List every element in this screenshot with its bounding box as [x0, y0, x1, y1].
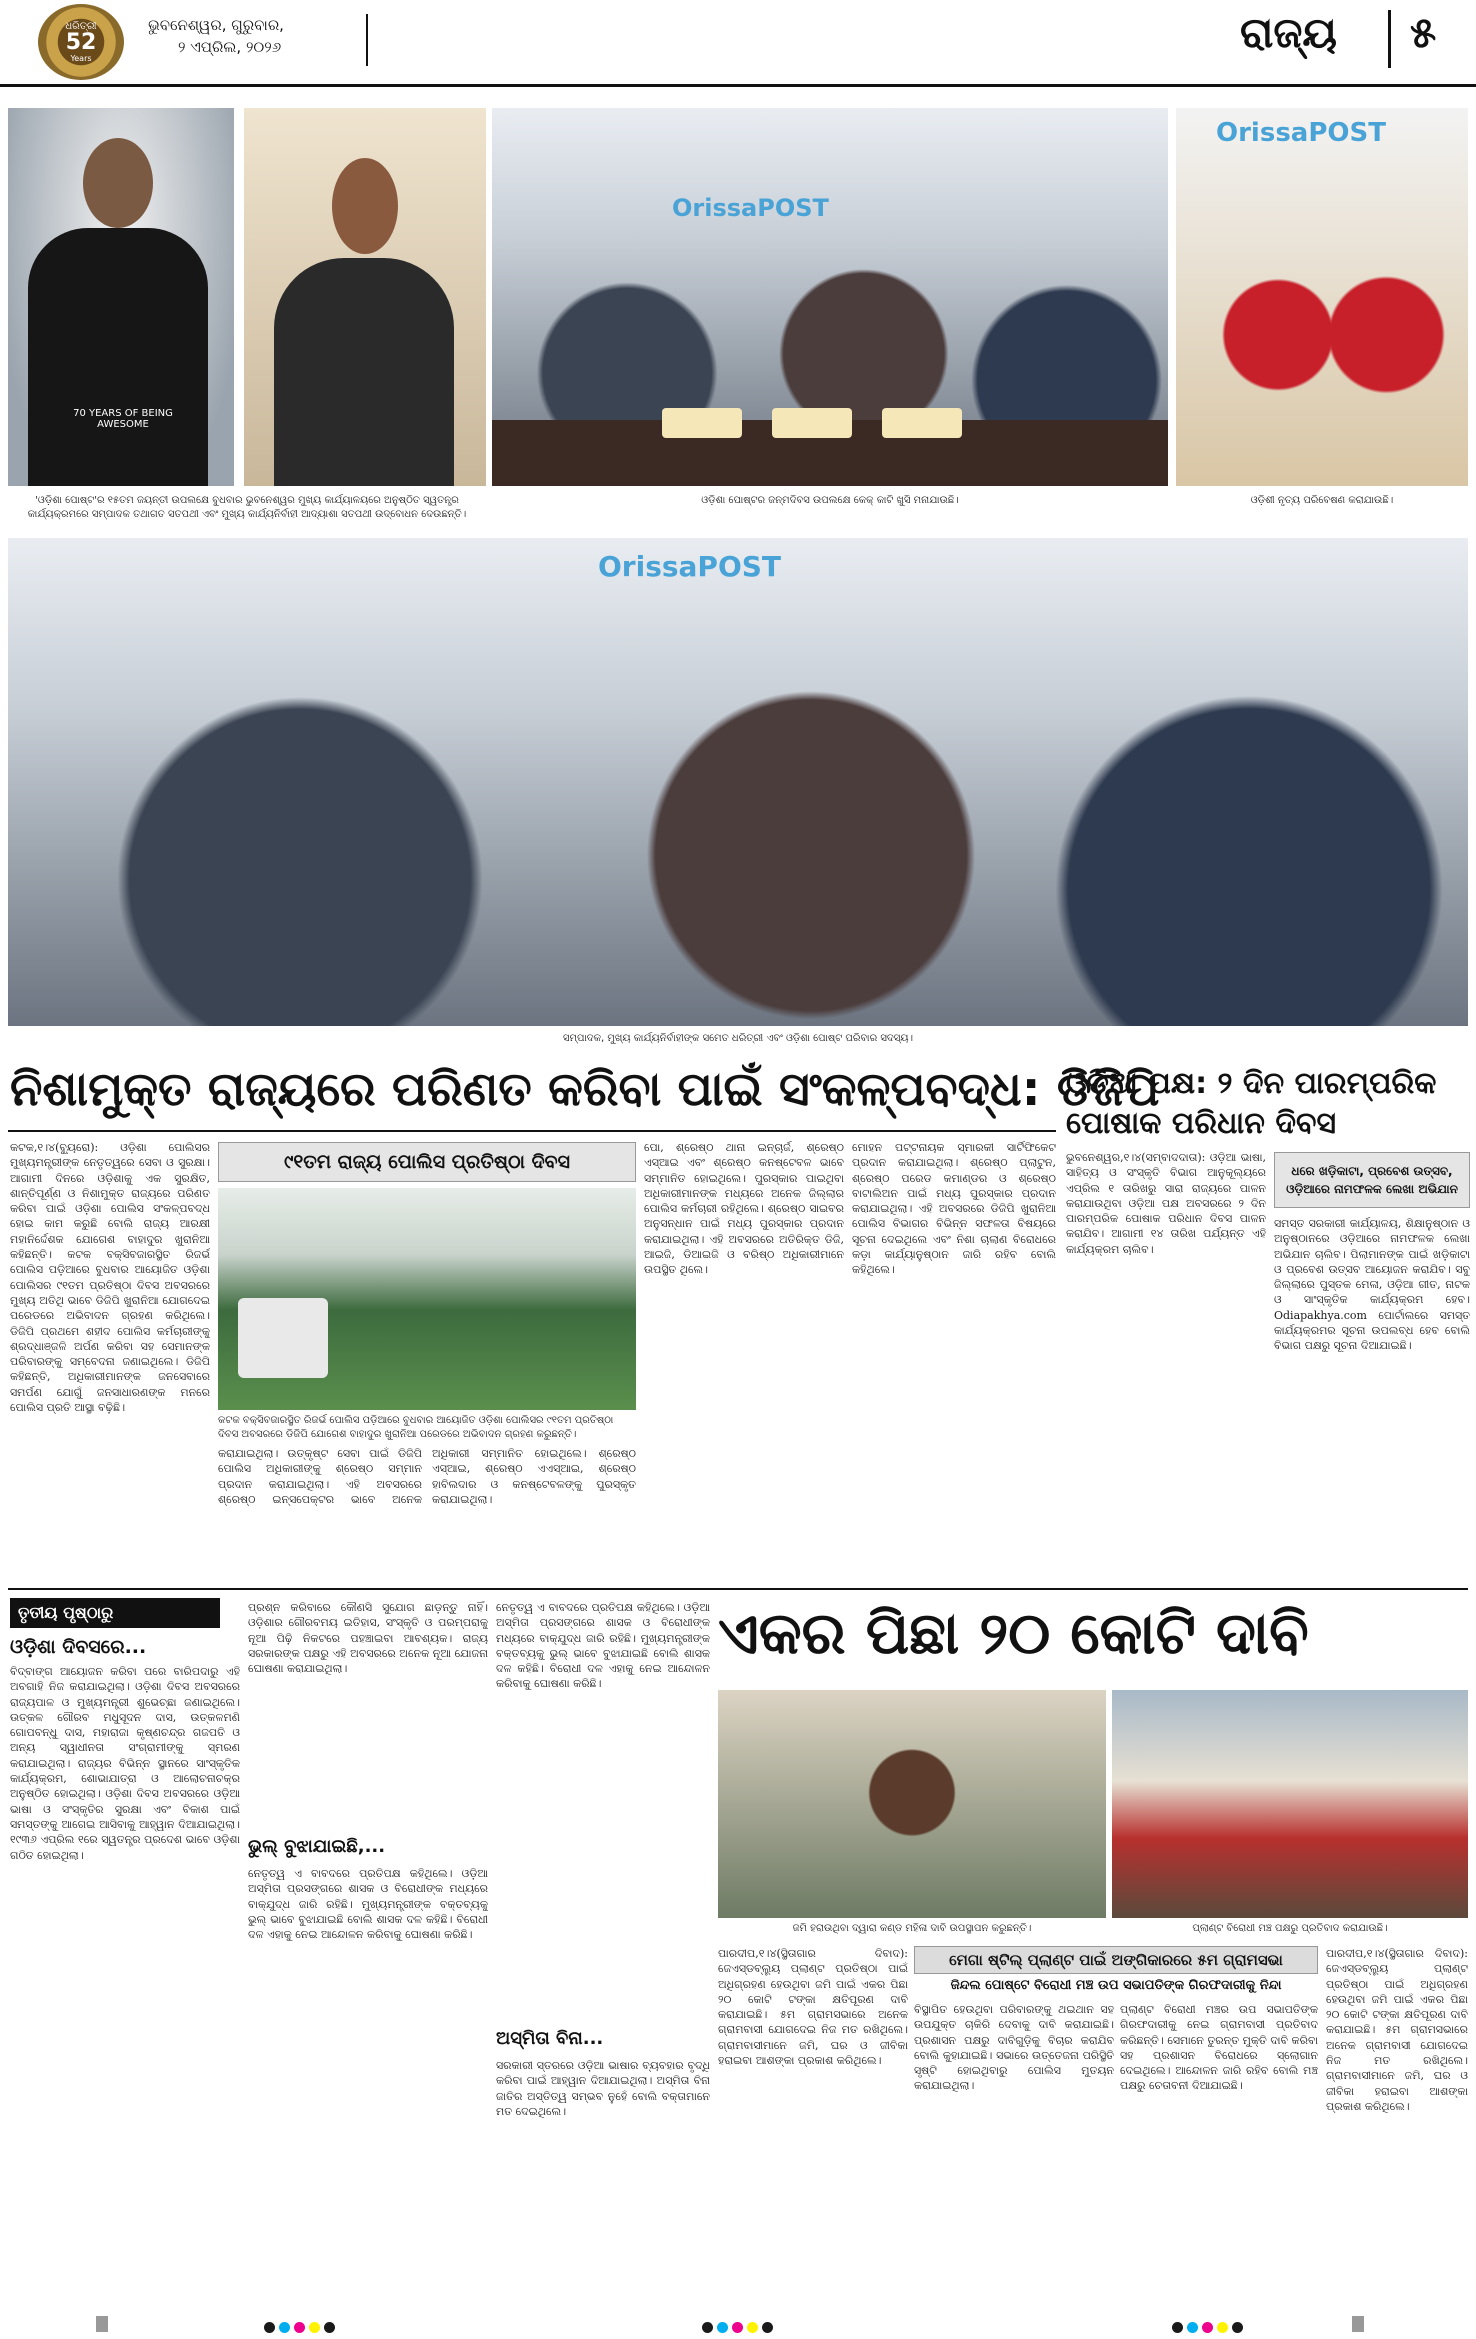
photo-editor-speech — [8, 108, 234, 486]
dress-col-2: ସମସ୍ତ ସରକାରୀ କାର୍ଯ୍ୟାଳୟ, ଶିକ୍ଷାନୁଷ୍ଠାନ ଓ ଅନୁଷ୍ଠାନରେ ଓଡ଼ିଆରେ ନାମଫଳକ ଲେଖା ଅଭିଯାନ ଚାଲିବ। ପିଲାମାନଙ୍କ ପାଇଁ ଖଡ଼ିକାଟା ଓ ପ୍ରବେଶ ଉତ୍ସବ ଆୟୋଜନ କରାଯିବ। ସବୁ ଜିଲ୍ଲାରେ ପୁସ୍ତକ ମେଳା, ଓଡ଼ିଆ ଗୀତ, ନାଟକ ଓ ସାଂସ୍କୃତିକ କାର୍ଯ୍ୟକ୍ରମ ହେବ। Odiapakhya.com ପୋର୍ଟାଲରେ ସମସ୍ତ କାର୍ଯ୍ୟକ୍ରମର ସୂଚନା ଉପଲବ୍ଧ ହେବ ବୋଲି ବିଭାଗ ପକ୍ଷରୁ ସୂଚନା ଦିଆଯାଇଛି। — [1274, 1217, 1470, 1353]
banner-text: OrissaPOST — [672, 194, 829, 222]
photo-land-protest — [1112, 1690, 1468, 1918]
land-subhead-1: ମେଗା ଷ୍ଟିଲ୍ ପ୍ଲାଣ୍ଟ ପାଇଁ ଅଙ୍ଗିକାରରେ ୫ମ ଗ୍ରାମସଭା — [914, 1946, 1318, 1974]
continued-label: ତୃତୀୟ ପୃଷ୍ଠାରୁ — [10, 1598, 220, 1628]
section-title: ରାଜ୍ୟ — [1240, 8, 1338, 57]
color-dot — [294, 2322, 305, 2333]
headline-dress-text: ଓଡ଼ିଆ ପକ୍ଷ: ୨ ଦିନ ପାରମ୍ପରିକ ପୋଷାକ ପରିଧାନ ଦିବସ — [1066, 1066, 1437, 1141]
logo-years: Years — [70, 54, 92, 63]
logo-number: 52 — [65, 30, 97, 55]
odisha-col-1: ବିଦ୍ବାଙ୍ଗ ଆୟୋଜନ କରିବା ପରେ ବାରିପଦାରୁ ଏହି ଅବଗାହି ନିଜ କରାଯାଇଥିଲା। ଓଡ଼ିଶା ଦିବସ ଅବସରରେ ରାଜ୍ୟପାଳ ଓ ମୁଖ୍ୟମନ୍ତ୍ରୀ ଶୁଭେଚ୍ଛା ଜଣାଇଥିଲେ। ଉତ୍କଳ ଗୌରବ ମଧୁସୂଦନ ଦାସ, ଉତ୍କଳମଣି ଗୋପବନ୍ଧୁ ଦାସ, ମହାରାଜା କୃଷ୍ଣଚନ୍ଦ୍ର ଗଜପତି ଓ ଅନ୍ୟ ସ୍ୱାଧୀନତା ସଂଗ୍ରାମୀଙ୍କୁ ସ୍ମରଣ କରାଯାଇଥିଲା। ରାଜ୍ୟର ବିଭିନ୍ନ ସ୍ଥାନରେ ସାଂସ୍କୃତିକ କାର୍ଯ୍ୟକ୍ରମ, ଶୋଭାଯାତ୍ରା ଓ ଆଲୋଚନାଚକ୍ର ଅନୁଷ୍ଠିତ ହୋଇଥିଲା। ଓଡ଼ିଶା ଦିବସ ଅବସରରେ ଓଡ଼ିଆ ଭାଷା ଓ ସଂସ୍କୃତିର ସୁରକ୍ଷା ଏବଂ ବିକାଶ ପାଇଁ ସମସ୍ତଙ୍କୁ ଆଗେଇ ଆସିବାକୁ ଆହ୍ୱାନ ଦିଆଯାଇଥିଲା। ୧୯୩୬ ଏପ୍ରିଲ ୧ରେ ସ୍ୱତନ୍ତ୍ର ପ୍ରଦେଶ ଭାବେ ଓଡ଼ିଶା ଗଠିତ ହୋଇଥିଲା। — [10, 1665, 240, 1862]
land-col-3: ପ୍ଲାଣ୍ଟ ବିରୋଧୀ ମଞ୍ଚର ଉପ ସଭାପତିଙ୍କ ଗିରଫଦାରୀକୁ ନେଇ ଗ୍ରାମବାସୀ ପ୍ରତିବାଦ କରିଛନ୍ତି। ସେମାନେ ତୁରନ୍ତ ମୁକ୍ତି ଦାବି କରିବା ସହ ପ୍ରଶାସନ ବିରୋଧରେ ସ୍ଲୋଗାନ ଦେଇଥିଲେ। ଆନ୍ଦୋଳନ ଜାରି ରହିବ ବୋଲି ମଞ୍ଚ ପକ୍ଷରୁ ଚେତାବନୀ ଦିଆଯାଇଛି। — [1120, 2003, 1318, 2093]
cake — [772, 408, 852, 438]
police-box-title: ୯୧ତମ ରାଜ୍ୟ ପୋଲିସ ପ୍ରତିଷ୍ଠା ଦିବସ — [218, 1142, 636, 1182]
masthead — [0, 0, 1476, 84]
photo-ceo-speech — [244, 108, 486, 486]
land-col-4: ପାରଦୀପ,୧।୪(ସ୍ଥିତାଗାର ଦିବାଦ): ଜେଏସ୍‌ଡବ୍ଲ୍ୟୁ ପ୍ଲାଣ୍ଟ ପ୍ରତିଷ୍ଠା ପାଇଁ ଅଧିଗ୍ରହଣ ହେଉଥିବା ଜମି ପାଇଁ ଏକର ପିଛା ୨୦ କୋଟି ଟଙ୍କା କ୍ଷତିପୂରଣ ଦାବି କରାଯାଇଛି। ୫ମ ଗ୍ରାମସଭାରେ ଅନେକ ଗ୍ରାମବାସୀ ଯୋଗଦେଇ ନିଜ ମତ ରଖିଥିଲେ। ଗ୍ରାମବାସୀମାନେ ଜମି, ଘର ଓ ଜୀବିକା ହରାଇବା ଆଶଙ୍କା ପ୍ରକାଶ କରିଥିଲେ। — [1326, 1947, 1468, 2113]
cake — [882, 408, 962, 438]
color-dot — [1172, 2322, 1183, 2333]
banner-text: OrissaPOST — [598, 550, 782, 583]
odisha-subtitle-2: ଅସ୍ମିତା ବିନା... — [496, 2028, 604, 2049]
dateline-place: ଭୁବନେଶ୍ୱର, ଗୁରୁବାର, — [148, 16, 284, 34]
color-dot — [1217, 2322, 1228, 2333]
color-dots — [700, 2318, 775, 2337]
crop-mark — [96, 2316, 108, 2332]
photo-odissi-dance — [1176, 108, 1468, 486]
photo-police-parade — [218, 1188, 636, 1410]
police-col-3: ପୋ, ଶ୍ରେଷ୍ଠ ଥାନା ଇନ୍‌ଚାର୍ଜ, ଶ୍ରେଷ୍ଠ ଏସ୍‌ଆଇ ଏବଂ ଶ୍ରେଷ୍ଠ କନଷ୍ଟେବଳ ଭାବେ ସମ୍ମାନିତ ହୋଇଥିଲେ। ପୁରସ୍କାର ପାଇଥିବା ଅଧିକାରୀମାନଙ୍କ ମଧ୍ୟରେ ଅନେକ ଜିଲ୍ଲାର ପୋଲିସ କର୍ମଚାରୀ ରହିଥିଲେ। ଶ୍ରେଷ୍ଠ ସାଇବର ଅନୁସନ୍ଧାନ ପାଇଁ ମଧ୍ୟ ପୁରସ୍କାର ପ୍ରଦାନ କରାଯାଇଥିଲା। ଏହି ଅବସରରେ ଅତିରିକ୍ତ ଡିଜି, ଆଇଜି, ଡିଆଇଜି ଓ ବରିଷ୍ଠ ଅଧିକାରୀମାନେ ଉପସ୍ଥିତ ଥିଲେ। — [644, 1141, 844, 1277]
odisha-day-title: ଓଡ଼ିଶା ଦିବସରେ... — [10, 1636, 147, 1658]
color-dot — [1187, 2322, 1198, 2333]
police-col-1: କଟକ,୧।୪(ବ୍ୟୁରୋ): ଓଡ଼ିଶା ପୋଲିସର ମୁଖ୍ୟମନ୍ତ୍ରୀଙ୍କ ନେତୃତ୍ୱରେ ସେବା ଓ ସୁରକ୍ଷା। ଆଗାମୀ ଦିନରେ ଓଡ଼ିଶାକୁ ଏକ ସୁରକ୍ଷିତ, ଶାନ୍ତିପୂର୍ଣ୍ଣ ଓ ନିଶାମୁକ୍ତ ରାଜ୍ୟରେ ପରିଣତ କରିବା ପାଇଁ ଓଡ଼ିଶା ପୋଲିସ ସଂକଳ୍ପବଦ୍ଧ ହୋଇ କାମ କରୁଛି ବୋଲି ରାଜ୍ୟ ଆରକ୍ଷୀ ମହାନିର୍ଦ୍ଦେଶକ ଯୋଗେଶ ବାହାଦୁର ଖୁରାନିଆ କହିଛନ୍ତି। କଟକ ବକ୍ସିବଜାରସ୍ଥିତ ରିଜର୍ଭ ପୋଲିସ ପଡ଼ିଆରେ ବୁଧବାର ଆୟୋଜିତ ଓଡ଼ିଶା ପୋଲିସର ୯୧ତମ ପ୍ରତିଷ୍ଠା ଦିବସ ଅବସରରେ ମୁଖ୍ୟ ଅତିଥି ଭାବେ ଡିଜିପି ଖୁରାନିଆ ଯୋଗଦେଇ ପରେଡରେ ଅଭିବାଦନ ଗ୍ରହଣ କରିଥିଲେ। ଡିଜିପି ପ୍ରଥମେ ଶହୀଦ ପୋଲିସ କର୍ମଚାରୀଙ୍କୁ ଶ୍ରଦ୍ଧାଞ୍ଜଳି ଅର୍ପଣ କରିବା ସହ ସେମାନଙ୍କ ପରିବାରଙ୍କୁ ସମ୍ବେଦନା ଜଣାଇଥିଲେ। ଡିଜିପି କହିଛନ୍ତି, ଅଧିକାରୀମାନଙ୍କ ଜନସେବାରେ ସମର୍ପଣ ଯୋଗୁଁ ଜନସାଧାରଣଙ୍କ ମନରେ ପୋଲିସ ପ୍ରତି ଆସ୍ଥା ବଢ଼ିଛି। — [10, 1141, 210, 1415]
color-dot — [324, 2322, 335, 2333]
land-subhead-2: ଜିନ୍ଦଲ ପୋଷ୍ଟେ ବିରୋଧୀ ମଞ୍ଚ ଉପ ସଭାପତିଙ୍କ ଗିରଫଦାରୀକୁ ନିନ୍ଦା — [950, 1978, 1282, 1993]
banner-text: OrissaPOST — [1216, 118, 1386, 148]
odisha-col-2: ପ୍ରଶ୍ନ କରିବାରେ କୌଣସି ସୁଯୋଗ ଛାଡ଼ନ୍ତୁ ନାହିଁ। ଓଡ଼ିଶାର ଗୌରବମୟ ଇତିହାସ, ସଂସ୍କୃତି ଓ ପରମ୍ପରାକୁ ନୂଆ ପିଢ଼ି ନିକଟରେ ପହଞ୍ଚାଇବା ଆବଶ୍ୟକ। ରାଜ୍ୟ ସରକାରଙ୍କ ପକ୍ଷରୁ ଏହି ଅବସରରେ ଅନେକ ନୂଆ ଯୋଜନା ଘୋଷଣା କରାଯାଇଥିଲା। — [248, 1601, 488, 1676]
dress-subhead: ଧରେ ଖଡ଼ିକାଟା, ପ୍ରବେଶ ଉତ୍ସବ, ଓଡ଼ିଆରେ ନାମଫଳକ ଲେଖା ଅଭିଯାନ — [1274, 1152, 1470, 1208]
page-number: ୫ — [1410, 8, 1437, 57]
caption-editor-speech: 'ଓଡ଼ିଶା ପୋଷ୍ଟ'ର ୧୫ତମ ଜୟନ୍ତୀ ଉପଲକ୍ଷେ ବୁଧବାର ଭୁବନେଶ୍ୱର ମୁଖ୍ୟ କାର୍ଯ୍ୟାଳୟରେ ଅନୁଷ୍ଠିତ ସ୍ୱତନ୍ତ୍ର କାର୍ଯ୍ୟକ୍ରମରେ ସମ୍ପାଦକ ତଥାଗତ ସତପଥୀ ଏବଂ ମୁଖ୍ୟ କାର୍ଯ୍ୟନିର୍ବାହୀ ଆଦ୍ୟାଶା ସତପଥୀ ଉଦ୍‌ବୋଧନ ଦେଉଛନ୍ତି। — [27, 495, 467, 520]
dateline-divider — [366, 14, 368, 66]
color-dot — [717, 2322, 728, 2333]
section-divider — [1388, 10, 1391, 68]
color-dot — [309, 2322, 320, 2333]
color-dot — [1232, 2322, 1243, 2333]
tshirt-text: 70 YEARS OF BEING AWESOME — [73, 408, 173, 430]
caption-odissi-dance: ଓଡ଼ିଶୀ ନୃତ୍ୟ ପରିବେଷଣ କରାଯାଉଛି। — [1250, 495, 1394, 506]
police-col-2: କରାଯାଇଥିଲା। ଉତ୍କୃଷ୍ଟ ସେବା ପାଇଁ ଡିଜିପି ପୋଲିସ ଅଧିକାରୀଙ୍କୁ ଶ୍ରେଷ୍ଠ ସମ୍ମାନ ପ୍ରଦାନ କରାଯାଇଥିଲା। ଏହି ଅବସରରେ ଶ୍ରେଷ୍ଠ ଇନ୍‌ସପେକ୍ଟର ଭାବେ ଅନେକ ଅଧିକାରୀ ସମ୍ମାନିତ ହୋଇଥିଲେ। ଶ୍ରେଷ୍ଠ ଏସ୍‌ଆଇ, ଶ୍ରେଷ୍ଠ ଏଏସ୍‌ଆଇ, ଶ୍ରେଷ୍ଠ ହାବିଲଦାର ଓ କନଷ୍ଟେବଳଙ୍କୁ ପୁରସ୍କୃତ କରାଯାଇଥିଲା। — [218, 1447, 636, 1506]
caption-police-parade: କଟକ ବକ୍ସିବଜାରସ୍ଥିତ ରିଜର୍ଭ ପୋଲିସ ପଡ଼ିଆରେ ବୁଧବାର ଆୟୋଜିତ ଓଡ଼ିଶା ପୋଲିସର ୯୧ତମ ପ୍ରତିଷ୍ଠା ଦିବସ ଅବସରରେ ଡିଜିପି ଯୋଗେଶ ବାହାଦୁର ଖୁରାନିଆ ପରେଡରେ ଅଭିବାଦନ ଗ୍ରହଣ କରୁଛନ୍ତି। — [218, 1415, 614, 1440]
color-dot — [264, 2322, 275, 2333]
caption-land-speaker: ଜମି ହରାଉଥିବା ଦ୍ୱାରା କଣ୍ଡ ମହିଳା ଦାବି ଉପସ୍ଥାପନ କରୁଛନ୍ତି। — [792, 1923, 1032, 1934]
color-dot — [732, 2322, 743, 2333]
cake — [662, 408, 742, 438]
color-dots — [262, 2318, 337, 2337]
caption-group: ସମ୍ପାଦକ, ମୁଖ୍ୟ କାର୍ଯ୍ୟନିର୍ବାହୀଙ୍କ ସମେତ ଧରିତ୍ରୀ ଏବଂ ଓଡ଼ିଶା ପୋଷ୍ଟ ପରିବାର ସଦସ୍ୟ। — [562, 1033, 913, 1044]
dress-col-1: ଭୁବନେଶ୍ୱର,୧।୪(ସମ୍ବାଦଦାତା): ଓଡ଼ିଆ ଭାଷା, ସାହିତ୍ୟ ଓ ସଂସ୍କୃତି ବିଭାଗ ଆନୁକୂଲ୍ୟରେ ଏପ୍ରିଲ ୧ ତାରିଖରୁ ସାରା ରାଜ୍ୟରେ ପାଳନ କରାଯାଉଥିବା ଓଡ଼ିଆ ପକ୍ଷ ଅବସରରେ ୨ ଦିନ ପାରମ୍ପରିକ ପୋଷାକ ପରିଧାନ ଦିବସ ପାଳନ କରାଯିବ। ଆଗାମୀ ୧୪ ତାରିଖ ପର୍ଯ୍ୟନ୍ତ ଏହି କାର୍ଯ୍ୟକ୍ରମ ଚାଲିବ। — [1066, 1151, 1266, 1256]
photo-group — [8, 538, 1468, 1026]
land-col-2: ବିସ୍ଥାପିତ ହେଉଥିବା ପରିବାରଙ୍କୁ ଥଇଥାନ ସହ ଉପଯୁକ୍ତ ଚାକିରି ଦେବାକୁ ଦାବି କରାଯାଇଛି। ପ୍ରଶାସନ ପକ୍ଷରୁ ଦାବିଗୁଡ଼ିକୁ ବିଚାର କରାଯିବ ବୋଲି କୁହାଯାଇଛି। ସଭାରେ ଉତ୍ତେଜନା ପରିସ୍ଥିତି ସୃଷ୍ଟି ହୋଇଥିବାରୁ ପୋଲିସ ମୁତୟନ କରାଯାଇଥିଲା। — [914, 2003, 1114, 2093]
odisha-col-2b: ନେତୃତ୍ୱ ଏ ବାବଦରେ ପ୍ରତିପକ୍ଷ କହିଥିଲେ। ଓଡ଼ିଆ ଅସ୍ମିତା ପ୍ରସଙ୍ଗରେ ଶାସକ ଓ ବିରୋଧୀଙ୍କ ମଧ୍ୟରେ ବାକ୍‌ଯୁଦ୍ଧ ଜାରି ରହିଛି। ମୁଖ୍ୟମନ୍ତ୍ରୀଙ୍କ ବକ୍ତବ୍ୟକୁ ଭୁଲ୍ ଭାବେ ବୁଝାଯାଇଛି ବୋଲି ଶାସକ ଦଳ କହିଛି। ବିରୋଧୀ ଦଳ ଏହାକୁ ନେଇ ଆନ୍ଦୋଳନ କରିବାକୁ ଘୋଷଣା କରିଛି। — [248, 1867, 488, 1942]
dateline — [148, 14, 378, 58]
photo-cake-cutting — [492, 108, 1168, 486]
photo-land-speaker — [718, 1690, 1106, 1918]
head-figure — [332, 158, 398, 254]
odisha-subtitle: ଭୁଲ୍ ବୁଝାଯାଇଛି,... — [248, 1836, 386, 1857]
color-dot — [1202, 2322, 1213, 2333]
tshirt-figure — [28, 228, 208, 486]
odisha-col-3b: ସରକାରୀ ସ୍ତରରେ ଓଡ଼ିଆ ଭାଷାର ବ୍ୟବହାର ବୃଦ୍ଧି କରିବା ପାଇଁ ଆହ୍ୱାନ ଦିଆଯାଇଥିଲା। ଅସ୍ମିତା ବିନା ଜାତିର ଅସ୍ତିତ୍ୱ ସମ୍ଭବ ନୁହେଁ ବୋଲି ବକ୍ତାମାନେ ମତ ଦେଇଥିଲେ। — [496, 2059, 710, 2118]
masthead-rule — [0, 84, 1476, 87]
color-dot — [702, 2322, 713, 2333]
caption-land-protest: ପ୍ଲାଣ୍ଟ ବିରୋଧୀ ମଞ୍ଚ ପକ୍ଷରୁ ପ୍ରତିବାଦ କରାଯାଉଛି। — [1192, 1923, 1388, 1934]
headline-land: ଏକର ପିଛା ୨୦ କୋଟି ଦାବି — [718, 1599, 1309, 1667]
headline-police: ନିଶାମୁକ୍ତ ରାଜ୍ୟରେ ପରିଣତ କରିବା ପାଇଁ ସଂକଳ୍ପବଦ୍ଧ: ଡିଜିପି — [10, 1062, 1160, 1117]
head-figure — [83, 138, 153, 228]
section-rule — [8, 1588, 1468, 1590]
land-col-1: ପାରଦୀପ,୧।୪(ସ୍ଥିତାଗାର ଦିବାଦ): ଜେଏସ୍‌ଡବ୍ଲ୍ୟୁ ପ୍ଲାଣ୍ଟ ପ୍ରତିଷ୍ଠା ପାଇଁ ଅଧିଗ୍ରହଣ ହେଉଥିବା ଜମି ପାଇଁ ଏକର ପିଛା ୨୦ କୋଟି ଟଙ୍କା କ୍ଷତିପୂରଣ ଦାବି କରାଯାଇଛି। ୫ମ ଗ୍ରାମସଭାରେ ଅନେକ ଗ୍ରାମବାସୀ ଯୋଗଦେଇ ନିଜ ମତ ରଖିଥିଲେ। ଗ୍ରାମବାସୀମାନେ ଜମି, ଘର ଓ ଜୀବିକା ହରାଇବା ଆଶଙ୍କା ପ୍ରକାଶ କରିଥିଲେ। — [718, 1947, 908, 2068]
caption-cake-cutting: ଓଡ଼ିଶା ପୋଷ୍ଟର ଜନ୍ମଦିବସ ଉପଲକ୍ଷେ କେକ୍ କାଟି ଖୁସି ମନାଯାଉଛି। — [701, 495, 959, 506]
crop-mark — [1352, 2316, 1364, 2332]
headline-rule — [8, 1130, 1056, 1132]
headline-dress — [1066, 1064, 1472, 1144]
jeep — [238, 1298, 328, 1378]
dateline-date: ୨ ଏପ୍ରିଲ, ୨୦୨୬ — [178, 38, 282, 56]
registration-marks — [0, 2314, 1476, 2334]
color-dots — [1170, 2318, 1245, 2337]
logo-text: ଧରିତ୍ରୀ — [65, 21, 97, 32]
color-dot — [762, 2322, 773, 2333]
logo — [38, 4, 124, 80]
color-dot — [279, 2322, 290, 2333]
police-col-4: ମୋହନ ପଟ୍ଟନାୟକ ସ୍ମାରକୀ ସାର୍ଟିଫିକେଟ ପ୍ରଦାନ କରାଯାଇଥିଲା। ଶ୍ରେଷ୍ଠ ପ୍ଲାଟୁନ, ଶ୍ରେଷ୍ଠ ପରେଡ କମାଣ୍ଡର ଓ ଶ୍ରେଷ୍ଠ ବାଟାଲିଅନ ପାଇଁ ମଧ୍ୟ ପୁରସ୍କାର ପ୍ରଦାନ କରାଯାଇଥିଲା। ଏହି ଅବସରରେ ଡିଜିପି ଖୁରାନିଆ ପୋଲିସ ବିଭାଗର ବିଭିନ୍ନ ସଫଳତା ବିଷୟରେ ସୂଚନା ଦେଇଥିଲେ ଏବଂ ନିଶା ଚାଲାଣ ବିରୋଧରେ କଡ଼ା କାର୍ଯ୍ୟାନୁଷ୍ଠାନ ଜାରି ରହିବ ବୋଲି କହିଥିଲେ। — [852, 1141, 1056, 1277]
color-dot — [747, 2322, 758, 2333]
saree-figure — [274, 258, 454, 486]
odisha-col-3: ନେତୃତ୍ୱ ଏ ବାବଦରେ ପ୍ରତିପକ୍ଷ କହିଥିଲେ। ଓଡ଼ିଆ ଅସ୍ମିତା ପ୍ରସଙ୍ଗରେ ଶାସକ ଓ ବିରୋଧୀଙ୍କ ମଧ୍ୟରେ ବାକ୍‌ଯୁଦ୍ଧ ଜାରି ରହିଛି। ମୁଖ୍ୟମନ୍ତ୍ରୀଙ୍କ ବକ୍ତବ୍ୟକୁ ଭୁଲ୍ ଭାବେ ବୁଝାଯାଇଛି ବୋଲି ଶାସକ ଦଳ କହିଛି। ବିରୋଧୀ ଦଳ ଏହାକୁ ନେଇ ଆନ୍ଦୋଳନ କରିବାକୁ ଘୋଷଣା କରିଛି। — [496, 1601, 710, 1691]
